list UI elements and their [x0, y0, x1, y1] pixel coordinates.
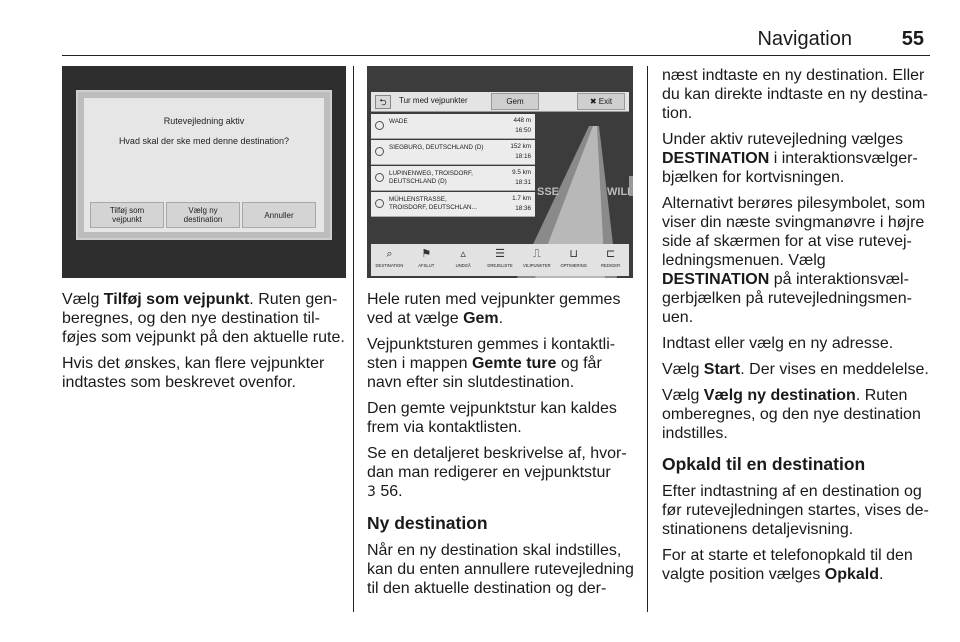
add-waypoint-button[interactable]: [90, 202, 164, 228]
dialog-frame: [76, 90, 332, 240]
waypoint-icon: [375, 173, 384, 182]
waypoint-row[interactable]: [371, 166, 535, 191]
text: og får navn efter sin slutdestination.: [367, 355, 602, 391]
new-destination-label: Vælg ny destination: [183, 206, 223, 224]
text: i interaktionsvælgerbjælken for kortvisningen.: [662, 150, 918, 186]
toolbar-label: OPTIMERING: [560, 263, 587, 268]
ui-term: Gem: [463, 310, 499, 327]
paragraph: Indtast eller vælg en ny adresse.: [662, 335, 894, 352]
waypoint-row[interactable]: [371, 192, 535, 217]
screenshot-route-guidance-dialog: [62, 66, 346, 278]
paragraph: Når en ny destination skal indstilles, kan du enten annullere rutevejledning til den aktuelle destination og der-: [367, 542, 634, 597]
dialog-title: Rutevejledning aktiv: [163, 116, 245, 126]
back-button[interactable]: [375, 95, 391, 109]
waypoint-distance: 9.5 km: [512, 169, 531, 176]
waypoint-name: WADE: [389, 118, 408, 125]
save-button[interactable]: Gem: [491, 93, 539, 110]
paragraph: næst indtaste en ny destination. Eller du kan direkte indtaste en ny destination.: [662, 67, 928, 122]
waypoint-distance: 152 km: [510, 143, 531, 150]
waypoint-name: SIEGBURG, DEUTSCHLAND (D): [389, 144, 484, 151]
text: For at starte et telefonopkald til den valgte position vælges: [662, 547, 913, 583]
waypoint-row[interactable]: [371, 140, 535, 165]
column-divider: [647, 66, 648, 612]
paragraph: [662, 130, 932, 187]
optimize-icon: ⊔: [569, 248, 579, 260]
toolbar-label: DREJELISTE: [487, 263, 513, 268]
toolbar-end[interactable]: [408, 244, 445, 276]
dialog-question: Hvad skal der ske med denne destination?: [118, 136, 290, 146]
text: .: [498, 310, 504, 327]
exit-button[interactable]: [577, 93, 625, 110]
text: Vælg: [662, 361, 704, 378]
paragraph: [367, 444, 637, 502]
column-2: [367, 290, 637, 605]
text: . Ruten omberegnes, og den nye destination indstilles.: [662, 387, 921, 442]
cancel-label: Annuller: [264, 210, 294, 220]
destination-search-icon: ⌕: [386, 248, 393, 260]
paragraph: [367, 290, 637, 328]
waypoint-row[interactable]: [371, 114, 535, 139]
screenshot-waypoint-trip: [367, 66, 633, 278]
paragraph: [662, 360, 932, 379]
end-route-icon: ⚑: [421, 248, 432, 260]
text: Vælg: [662, 387, 704, 404]
exit-label: Exit: [598, 97, 613, 106]
waypoint-time: 18:36: [515, 205, 531, 212]
toolbar-waypoints[interactable]: [518, 244, 555, 276]
text: Alternativt berøres pilesymbolet, som viser din næste svingmanøvre i højre side af skærmen for at vise rutevejledningsmenuen. Vælg: [662, 195, 926, 269]
paragraph: Den gemte vejpunktstur kan kaldes frem via kontaktlisten.: [367, 400, 617, 436]
add-waypoint-label: Tilføj som vejpunkt: [109, 206, 145, 224]
map-label: SSE: [537, 186, 560, 198]
waypoint-distance: 448 m: [513, 117, 531, 124]
toolbar-turn-list[interactable]: [482, 244, 519, 276]
text: Se en detaljeret beskrivelse af, hvordan man redigerer en vejpunktstur: [367, 445, 627, 481]
waypoint-list: [371, 114, 535, 218]
dialog: [84, 98, 324, 232]
toolbar-label: UNDGÅ: [455, 263, 471, 268]
toolbar-label: REDIGER: [601, 263, 621, 268]
header-rule: [62, 55, 930, 56]
paragraph: [62, 290, 346, 347]
page-ref-icon[interactable]: 3: [367, 484, 376, 500]
text: .: [879, 566, 884, 583]
map-label: WILI: [607, 186, 631, 198]
waypoint-name: LUPINENWEG, TROISDORF, DEUTSCHLAND (D): [389, 170, 473, 185]
paragraph: Efter indtastning af en destination og før rutevejledningen startes, vises destinationens detaljevisning.: [662, 483, 929, 538]
waypoint-time: 18:31: [515, 179, 531, 186]
text: Vælg: [62, 291, 104, 308]
page-ref[interactable]: 56.: [375, 483, 403, 500]
text: . Ruten genberegnes, og den nye destination tilføjes som vejpunkt på den aktuelle rute.: [62, 291, 345, 346]
ui-term: Vælg ny destination: [703, 387, 856, 404]
page-number: 55: [901, 28, 924, 50]
column-3: [662, 66, 932, 591]
ui-term: Gemte ture: [471, 355, 557, 372]
back-arrow-icon: ⮌: [379, 97, 387, 107]
ui-term: DESTINATION: [662, 150, 770, 167]
column-divider: [353, 66, 354, 612]
waypoint-time: 16:50: [515, 127, 531, 134]
section-heading: Ny destination: [367, 513, 488, 533]
waypoint-time: 18:16: [515, 153, 531, 160]
destination-flag-icon: [375, 199, 384, 208]
toolbar-label: DESTINATION: [375, 263, 404, 268]
text: Under aktiv rutevejledning vælges: [662, 131, 904, 148]
screen-title: Tur med vejpunkter: [399, 96, 468, 105]
waypoint-name: MÜHLENSTRASSE, TROISDORF, DEUTSCHLAN...: [389, 196, 477, 211]
waypoint-icon: [375, 121, 384, 130]
turn-list-icon: ☰: [495, 248, 505, 260]
ui-term: Tilføj som vejpunkt: [103, 291, 250, 308]
interaction-selector-bar: [371, 244, 629, 276]
toolbar-optimize[interactable]: [555, 244, 592, 276]
cancel-button[interactable]: [242, 202, 316, 228]
ui-term: DESTINATION: [662, 271, 770, 288]
text: Vejpunktsturen gemmes i kontaktlisten i mappen: [367, 336, 616, 372]
text: Hele ruten med vejpunkter gemmes ved at vælge: [367, 291, 621, 327]
exit-icon: ✖: [589, 97, 599, 106]
text: . Der vises en meddelelse.: [740, 361, 929, 378]
text: på interaktionsvælgerbjælken på rutevejledningsmenuen.: [662, 271, 912, 326]
toolbar-destination[interactable]: [371, 244, 408, 276]
avoid-icon: ▵: [460, 248, 466, 260]
toolbar-edit[interactable]: [592, 244, 629, 276]
section-heading: Opkald til en destination: [662, 454, 866, 474]
section-title: Navigation: [757, 28, 852, 50]
toolbar-avoid[interactable]: [445, 244, 482, 276]
edit-icon: ⊏: [605, 248, 616, 260]
waypoint-distance: 1.7 km: [512, 195, 531, 202]
toolbar-label: AFSLUT: [418, 263, 435, 268]
new-destination-button[interactable]: [166, 202, 240, 228]
ui-term: Start: [703, 361, 741, 378]
toolbar-label: VEJPUNKTER: [523, 263, 551, 268]
ui-term: Opkald: [824, 566, 879, 583]
paragraph: [662, 546, 932, 584]
paragraph: [662, 386, 932, 443]
waypoints-icon: ⎍: [533, 248, 541, 260]
column-1: [62, 290, 346, 399]
paragraph: Hvis det ønskes, kan flere vejpunkter indtastes som beskrevet ovenfor.: [62, 355, 325, 391]
page-header: [62, 26, 930, 56]
paragraph: [662, 194, 932, 327]
paragraph: [367, 335, 637, 392]
waypoint-icon: [375, 147, 384, 156]
top-bar: [371, 92, 629, 112]
